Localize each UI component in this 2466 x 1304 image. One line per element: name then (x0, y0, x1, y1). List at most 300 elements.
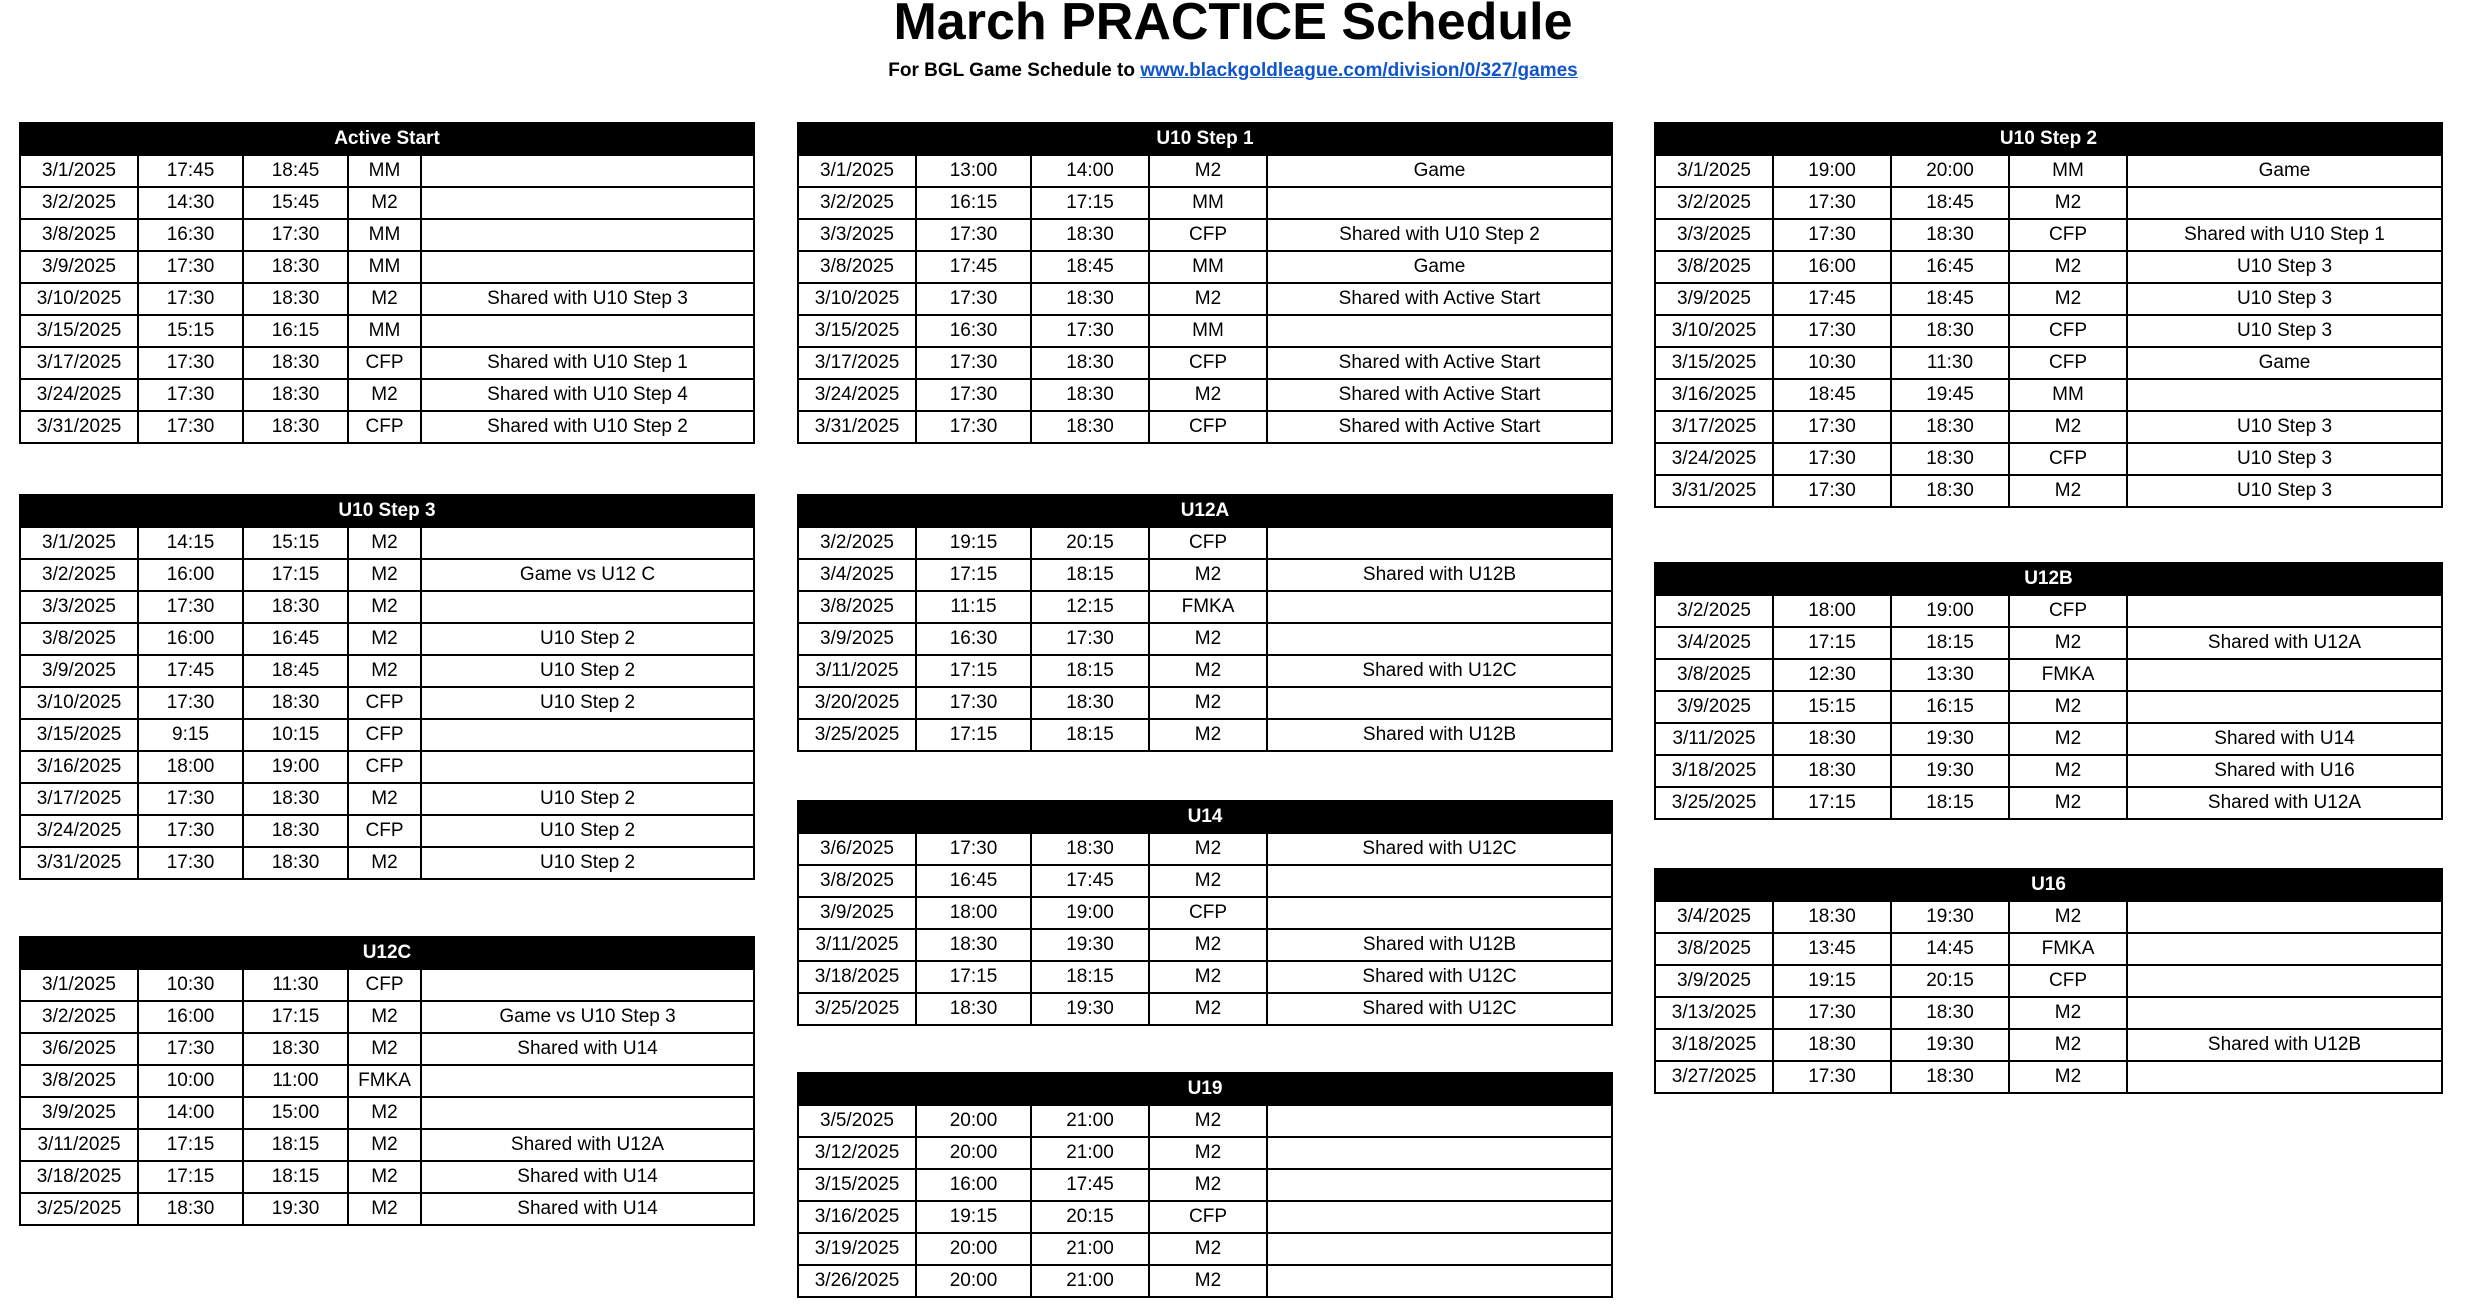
date-cell: 3/1/2025 (1655, 155, 1773, 187)
field-cell: MM (1149, 315, 1267, 347)
start-time-cell: 17:15 (916, 961, 1031, 993)
date-cell: 3/11/2025 (20, 1129, 138, 1161)
end-time-cell: 16:45 (1891, 251, 2009, 283)
end-time-cell: 19:30 (1891, 901, 2009, 933)
date-cell: 3/11/2025 (798, 929, 916, 961)
date-cell: 3/24/2025 (798, 379, 916, 411)
table-row (20, 623, 754, 655)
start-time-cell: 17:30 (1773, 315, 1891, 347)
end-time-cell: 18:30 (1891, 411, 2009, 443)
schedule-table (797, 122, 1613, 444)
field-cell: CFP (348, 969, 421, 1001)
field-cell: CFP (1149, 897, 1267, 929)
date-cell: 3/17/2025 (798, 347, 916, 379)
table-row (1655, 219, 2442, 251)
field-cell: M2 (1149, 865, 1267, 897)
team-header: U12B (1655, 563, 2442, 595)
table-row (20, 219, 754, 251)
field-cell: M2 (2009, 723, 2127, 755)
field-cell: M2 (1149, 655, 1267, 687)
schedule-table (1654, 868, 2443, 1094)
start-time-cell: 13:00 (916, 155, 1031, 187)
table-row (1655, 1029, 2442, 1061)
start-time-cell: 9:15 (138, 719, 243, 751)
date-cell: 3/8/2025 (20, 1065, 138, 1097)
field-cell: CFP (348, 815, 421, 847)
end-time-cell: 19:30 (1031, 929, 1149, 961)
end-time-cell: 18:45 (1891, 283, 2009, 315)
table-row (798, 187, 1612, 219)
field-cell: M2 (2009, 1029, 2127, 1061)
start-time-cell: 17:30 (138, 847, 243, 879)
note-cell (1267, 187, 1612, 219)
table-row (798, 347, 1612, 379)
end-time-cell: 18:15 (1891, 627, 2009, 659)
end-time-cell: 18:30 (1891, 475, 2009, 507)
note-cell (421, 1097, 754, 1129)
field-cell: MM (348, 155, 421, 187)
table-row (798, 527, 1612, 559)
end-time-cell: 19:00 (1031, 897, 1149, 929)
field-cell: MM (348, 315, 421, 347)
table-row (20, 751, 754, 783)
start-time-cell: 13:45 (1773, 933, 1891, 965)
field-cell: CFP (1149, 1201, 1267, 1233)
team-header: U19 (798, 1073, 1612, 1105)
note-cell (421, 527, 754, 559)
end-time-cell: 19:30 (1031, 993, 1149, 1025)
end-time-cell: 10:15 (243, 719, 348, 751)
note-cell: U10 Step 2 (421, 623, 754, 655)
team-header: U12C (20, 937, 754, 969)
date-cell: 3/9/2025 (798, 623, 916, 655)
date-cell: 3/15/2025 (798, 1169, 916, 1201)
note-cell: Shared with U10 Step 3 (421, 283, 754, 315)
table-row (1655, 443, 2442, 475)
date-cell: 3/31/2025 (798, 411, 916, 443)
field-cell: M2 (2009, 755, 2127, 787)
field-cell: CFP (348, 751, 421, 783)
date-cell: 3/27/2025 (1655, 1061, 1773, 1093)
field-cell: CFP (2009, 347, 2127, 379)
date-cell: 3/17/2025 (1655, 411, 1773, 443)
field-cell: CFP (1149, 411, 1267, 443)
date-cell: 3/9/2025 (1655, 965, 1773, 997)
start-time-cell: 18:30 (1773, 755, 1891, 787)
table-row (798, 411, 1612, 443)
end-time-cell: 18:30 (243, 411, 348, 443)
field-cell: M2 (348, 527, 421, 559)
table-row (798, 283, 1612, 315)
note-cell (421, 219, 754, 251)
table-row (1655, 379, 2442, 411)
end-time-cell: 18:30 (1031, 833, 1149, 865)
note-cell: Shared with Active Start (1267, 379, 1612, 411)
field-cell: M2 (2009, 475, 2127, 507)
table-row (798, 687, 1612, 719)
table-row (20, 1001, 754, 1033)
field-cell: CFP (2009, 443, 2127, 475)
start-time-cell: 17:30 (1773, 187, 1891, 219)
table-row (798, 865, 1612, 897)
start-time-cell: 17:15 (1773, 627, 1891, 659)
date-cell: 3/1/2025 (798, 155, 916, 187)
end-time-cell: 18:15 (1031, 559, 1149, 591)
note-cell (421, 187, 754, 219)
end-time-cell: 19:30 (1891, 723, 2009, 755)
end-time-cell: 21:00 (1031, 1105, 1149, 1137)
end-time-cell: 18:30 (1031, 219, 1149, 251)
date-cell: 3/31/2025 (20, 411, 138, 443)
date-cell: 3/25/2025 (1655, 787, 1773, 819)
note-cell: Shared with U12C (1267, 655, 1612, 687)
field-cell: M2 (348, 1033, 421, 1065)
note-cell: Shared with U12A (2127, 787, 2442, 819)
date-cell: 3/31/2025 (20, 847, 138, 879)
date-cell: 3/1/2025 (20, 527, 138, 559)
end-time-cell: 19:00 (243, 751, 348, 783)
game-schedule-link[interactable]: www.blackgoldleague.com/division/0/327/games (1140, 60, 1578, 81)
field-cell: M2 (2009, 283, 2127, 315)
end-time-cell: 18:30 (243, 815, 348, 847)
field-cell: M2 (1149, 1233, 1267, 1265)
start-time-cell: 17:30 (138, 815, 243, 847)
start-time-cell: 17:30 (138, 1033, 243, 1065)
end-time-cell: 21:00 (1031, 1137, 1149, 1169)
date-cell: 3/9/2025 (20, 251, 138, 283)
note-cell: U10 Step 3 (2127, 283, 2442, 315)
date-cell: 3/15/2025 (1655, 347, 1773, 379)
end-time-cell: 18:30 (243, 283, 348, 315)
start-time-cell: 17:30 (138, 379, 243, 411)
end-time-cell: 16:15 (1891, 691, 2009, 723)
note-cell: Shared with U12A (2127, 627, 2442, 659)
field-cell: M2 (1149, 1105, 1267, 1137)
team-header: U10 Step 3 (20, 495, 754, 527)
field-cell: M2 (1149, 623, 1267, 655)
table-row (20, 1161, 754, 1193)
end-time-cell: 19:30 (243, 1193, 348, 1225)
start-time-cell: 16:00 (916, 1169, 1031, 1201)
end-time-cell: 15:45 (243, 187, 348, 219)
date-cell: 3/15/2025 (20, 719, 138, 751)
schedule-table (19, 122, 755, 444)
note-cell: U10 Step 2 (421, 847, 754, 879)
field-cell: M2 (348, 187, 421, 219)
date-cell: 3/16/2025 (20, 751, 138, 783)
date-cell: 3/6/2025 (798, 833, 916, 865)
end-time-cell: 18:30 (1031, 347, 1149, 379)
end-time-cell: 19:00 (1891, 595, 2009, 627)
start-time-cell: 16:30 (138, 219, 243, 251)
note-cell (421, 751, 754, 783)
field-cell: M2 (2009, 901, 2127, 933)
end-time-cell: 18:30 (243, 687, 348, 719)
date-cell: 3/9/2025 (1655, 283, 1773, 315)
table-row (798, 1233, 1612, 1265)
start-time-cell: 17:30 (916, 283, 1031, 315)
table-row (798, 623, 1612, 655)
start-time-cell: 16:30 (916, 315, 1031, 347)
end-time-cell: 21:00 (1031, 1265, 1149, 1297)
end-time-cell: 18:30 (1891, 1061, 2009, 1093)
note-cell (421, 251, 754, 283)
start-time-cell: 17:30 (138, 783, 243, 815)
date-cell: 3/25/2025 (20, 1193, 138, 1225)
end-time-cell: 18:15 (1891, 787, 2009, 819)
note-cell: U10 Step 2 (421, 783, 754, 815)
start-time-cell: 15:15 (138, 315, 243, 347)
table-row (20, 815, 754, 847)
start-time-cell: 18:00 (1773, 595, 1891, 627)
end-time-cell: 17:15 (243, 1001, 348, 1033)
note-cell: U10 Step 3 (2127, 475, 2442, 507)
date-cell: 3/9/2025 (20, 1097, 138, 1129)
start-time-cell: 14:30 (138, 187, 243, 219)
field-cell: M2 (2009, 997, 2127, 1029)
table-row (1655, 691, 2442, 723)
note-cell: Game (1267, 155, 1612, 187)
date-cell: 3/17/2025 (20, 347, 138, 379)
field-cell: CFP (1149, 219, 1267, 251)
field-cell: CFP (1149, 527, 1267, 559)
end-time-cell: 20:00 (1891, 155, 2009, 187)
start-time-cell: 17:30 (1773, 997, 1891, 1029)
table-row (20, 719, 754, 751)
date-cell: 3/24/2025 (1655, 443, 1773, 475)
start-time-cell: 17:45 (1773, 283, 1891, 315)
field-cell: MM (2009, 379, 2127, 411)
start-time-cell: 17:15 (138, 1161, 243, 1193)
table-row (1655, 627, 2442, 659)
note-cell: Game (2127, 347, 2442, 379)
start-time-cell: 10:30 (1773, 347, 1891, 379)
note-cell: Shared with U12B (1267, 559, 1612, 591)
field-cell: M2 (1149, 1137, 1267, 1169)
field-cell: MM (1149, 251, 1267, 283)
field-cell: CFP (348, 411, 421, 443)
table-row (798, 219, 1612, 251)
end-time-cell: 18:30 (243, 847, 348, 879)
end-time-cell: 18:15 (1031, 655, 1149, 687)
start-time-cell: 16:15 (916, 187, 1031, 219)
note-cell (1267, 623, 1612, 655)
start-time-cell: 17:30 (916, 411, 1031, 443)
date-cell: 3/18/2025 (1655, 755, 1773, 787)
field-cell: M2 (2009, 187, 2127, 219)
team-header: U12A (798, 495, 1612, 527)
schedule-table (797, 1072, 1613, 1298)
note-cell: Game vs U12 C (421, 559, 754, 591)
end-time-cell: 16:15 (243, 315, 348, 347)
note-cell (2127, 933, 2442, 965)
table-row (1655, 965, 2442, 997)
start-time-cell: 17:30 (138, 591, 243, 623)
note-cell: Shared with U10 Step 4 (421, 379, 754, 411)
field-cell: MM (348, 251, 421, 283)
note-cell: Shared with U12C (1267, 961, 1612, 993)
schedule-table (797, 494, 1613, 752)
date-cell: 3/31/2025 (1655, 475, 1773, 507)
start-time-cell: 17:30 (916, 687, 1031, 719)
end-time-cell: 19:30 (1891, 755, 2009, 787)
schedule-table (1654, 562, 2443, 820)
table-row (20, 1033, 754, 1065)
table-row (20, 155, 754, 187)
end-time-cell: 14:00 (1031, 155, 1149, 187)
date-cell: 3/24/2025 (20, 379, 138, 411)
field-cell: MM (1149, 187, 1267, 219)
end-time-cell: 18:30 (243, 783, 348, 815)
date-cell: 3/10/2025 (798, 283, 916, 315)
date-cell: 3/2/2025 (1655, 187, 1773, 219)
date-cell: 3/10/2025 (1655, 315, 1773, 347)
field-cell: M2 (348, 379, 421, 411)
table-row (798, 993, 1612, 1025)
field-cell: FMKA (2009, 933, 2127, 965)
note-cell: U10 Step 2 (421, 815, 754, 847)
start-time-cell: 18:30 (1773, 1029, 1891, 1061)
table-row (798, 833, 1612, 865)
note-cell: U10 Step 3 (2127, 411, 2442, 443)
note-cell (421, 719, 754, 751)
start-time-cell: 17:30 (916, 347, 1031, 379)
field-cell: CFP (2009, 595, 2127, 627)
note-cell: U10 Step 3 (2127, 443, 2442, 475)
note-cell (2127, 595, 2442, 627)
field-cell: M2 (1149, 283, 1267, 315)
end-time-cell: 18:45 (1891, 187, 2009, 219)
table-row (1655, 755, 2442, 787)
note-cell (2127, 1061, 2442, 1093)
start-time-cell: 19:15 (916, 1201, 1031, 1233)
table-row (1655, 155, 2442, 187)
start-time-cell: 18:30 (916, 929, 1031, 961)
date-cell: 3/1/2025 (20, 969, 138, 1001)
table-row (1655, 187, 2442, 219)
note-cell (2127, 659, 2442, 691)
date-cell: 3/15/2025 (798, 315, 916, 347)
note-cell (2127, 379, 2442, 411)
team-header: U16 (1655, 869, 2442, 901)
table-row (1655, 595, 2442, 627)
field-cell: M2 (1149, 1265, 1267, 1297)
end-time-cell: 16:45 (243, 623, 348, 655)
field-cell: M2 (1149, 929, 1267, 961)
field-cell: M2 (1149, 379, 1267, 411)
note-cell: Shared with Active Start (1267, 283, 1612, 315)
field-cell: M2 (348, 783, 421, 815)
table-row (798, 719, 1612, 751)
start-time-cell: 18:30 (1773, 901, 1891, 933)
note-cell (421, 1065, 754, 1097)
end-time-cell: 18:45 (243, 155, 348, 187)
end-time-cell: 18:30 (243, 347, 348, 379)
date-cell: 3/17/2025 (20, 783, 138, 815)
date-cell: 3/9/2025 (1655, 691, 1773, 723)
date-cell: 3/16/2025 (798, 1201, 916, 1233)
date-cell: 3/8/2025 (20, 219, 138, 251)
schedule-table (797, 800, 1613, 1026)
note-cell: U10 Step 3 (2127, 251, 2442, 283)
start-time-cell: 14:00 (138, 1097, 243, 1129)
table-row (798, 379, 1612, 411)
note-cell: Shared with Active Start (1267, 411, 1612, 443)
field-cell: M2 (2009, 627, 2127, 659)
end-time-cell: 18:30 (243, 251, 348, 283)
date-cell: 3/3/2025 (20, 591, 138, 623)
start-time-cell: 12:30 (1773, 659, 1891, 691)
table-row (20, 559, 754, 591)
table-row (1655, 315, 2442, 347)
table-row (798, 591, 1612, 623)
field-cell: MM (2009, 155, 2127, 187)
end-time-cell: 18:15 (243, 1161, 348, 1193)
start-time-cell: 17:30 (138, 283, 243, 315)
note-cell: Shared with U10 Step 1 (2127, 219, 2442, 251)
table-row (1655, 347, 2442, 379)
note-cell: Shared with U12C (1267, 833, 1612, 865)
start-time-cell: 10:30 (138, 969, 243, 1001)
start-time-cell: 20:00 (916, 1265, 1031, 1297)
date-cell: 3/6/2025 (20, 1033, 138, 1065)
date-cell: 3/12/2025 (798, 1137, 916, 1169)
field-cell: M2 (1149, 687, 1267, 719)
date-cell: 3/4/2025 (1655, 901, 1773, 933)
team-header: U10 Step 1 (798, 123, 1612, 155)
table-row (798, 897, 1612, 929)
date-cell: 3/13/2025 (1655, 997, 1773, 1029)
table-row (1655, 787, 2442, 819)
field-cell: M2 (348, 1129, 421, 1161)
date-cell: 3/18/2025 (20, 1161, 138, 1193)
start-time-cell: 17:30 (916, 379, 1031, 411)
field-cell: FMKA (348, 1065, 421, 1097)
note-cell: Shared with U14 (421, 1033, 754, 1065)
end-time-cell: 18:15 (1031, 961, 1149, 993)
start-time-cell: 17:30 (138, 411, 243, 443)
table-row (20, 347, 754, 379)
table-row (20, 315, 754, 347)
field-cell: M2 (348, 283, 421, 315)
start-time-cell: 11:15 (916, 591, 1031, 623)
note-cell (421, 591, 754, 623)
end-time-cell: 19:30 (1891, 1029, 2009, 1061)
start-time-cell: 17:15 (916, 655, 1031, 687)
end-time-cell: 20:15 (1891, 965, 2009, 997)
date-cell: 3/4/2025 (798, 559, 916, 591)
end-time-cell: 19:45 (1891, 379, 2009, 411)
table-row (20, 187, 754, 219)
date-cell: 3/3/2025 (1655, 219, 1773, 251)
start-time-cell: 17:15 (1773, 787, 1891, 819)
start-time-cell: 17:30 (138, 687, 243, 719)
table-row (20, 687, 754, 719)
table-row (20, 591, 754, 623)
end-time-cell: 18:30 (1031, 411, 1149, 443)
date-cell: 3/19/2025 (798, 1233, 916, 1265)
end-time-cell: 20:15 (1031, 1201, 1149, 1233)
field-cell: M2 (348, 1097, 421, 1129)
note-cell (1267, 1265, 1612, 1297)
note-cell: Shared with U12B (2127, 1029, 2442, 1061)
note-cell: Game vs U10 Step 3 (421, 1001, 754, 1033)
table-row (1655, 411, 2442, 443)
table-row (20, 1129, 754, 1161)
date-cell: 3/8/2025 (798, 251, 916, 283)
start-time-cell: 17:30 (138, 347, 243, 379)
end-time-cell: 15:15 (243, 527, 348, 559)
